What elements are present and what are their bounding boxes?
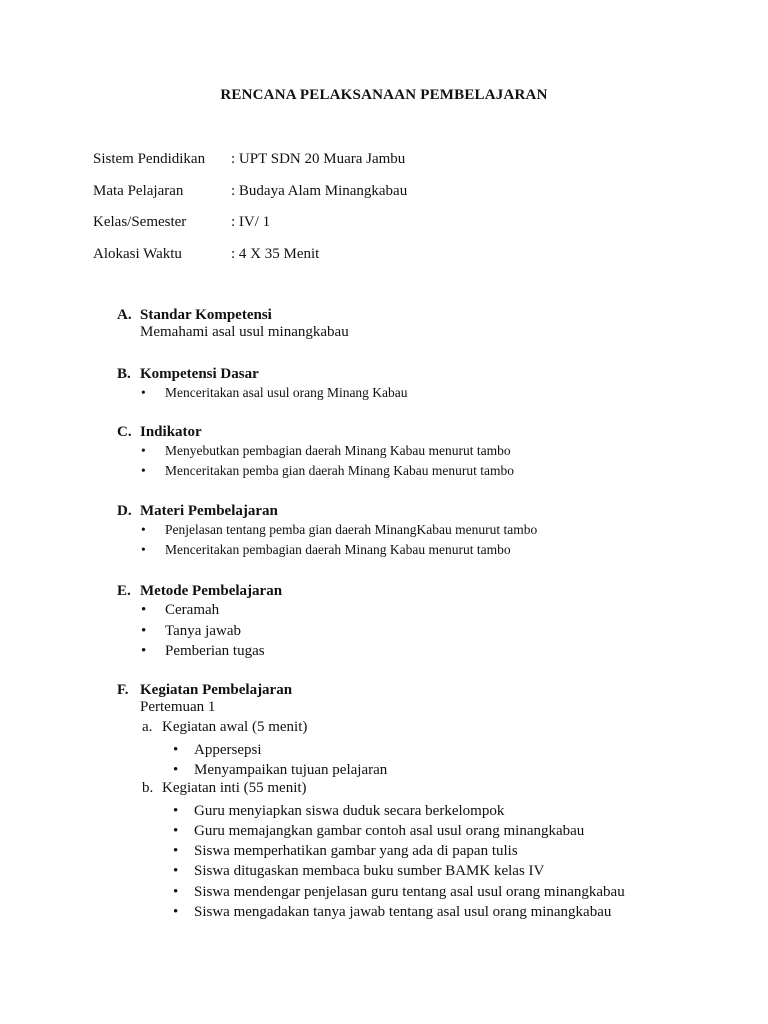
activity-heading [117,780,625,801]
list-item: • Pemberian tugas [117,641,282,662]
info-value: : IV/ 1 [231,214,271,230]
info-row-sistem [93,151,407,183]
info-label: Sistem Pendidikan [93,151,206,167]
list-item: • Menceritakan asal usul orang Minang Kabau [117,383,408,403]
activity-letter: b. [142,780,154,797]
info-value: : UPT SDN 20 Muara Jambu [231,151,406,167]
activity-title: Kegiatan awal (5 menit) [162,719,308,735]
list-item: • Siswa mengadakan tanya jawab tentang asal usul orang minangkabau [140,902,625,922]
section-text: Memahami asal usul minangkabau [140,324,349,340]
list-item: • Siswa ditugaskan membaca buku sumber BAMK kelas IV [140,861,625,881]
info-table [93,151,407,277]
bullet-list [117,600,282,662]
section-heading [117,307,349,324]
activity-inti [140,780,625,922]
section-letter: C. [117,424,132,440]
section-heading [117,503,537,520]
section-letter: F. [117,682,129,698]
section-heading [117,366,408,383]
section-title: Kegiatan Pembelajaran [140,682,293,698]
list-item: • Penjelasan tentang pemba gian daerah MinangKabau menurut tambo [117,520,537,540]
section-title: Kompetensi Dasar [140,366,259,382]
section-title: Standar Kompetensi [140,307,272,323]
section-materi [117,503,537,560]
activity-awal [140,719,625,780]
section-letter: E. [117,583,131,599]
document-title: RENCANA PELAKSANAAN PEMBELAJARAN [220,87,548,103]
section-title: Indikator [140,424,202,440]
list-item: • Menyampaikan tujuan pelajaran [140,760,625,780]
section-kegiatan [117,682,625,922]
bullet-list [117,441,514,481]
section-kompetensi-dasar [117,366,408,403]
list-item: • Guru memajangkan gambar contoh asal usul orang minangkabau [140,821,625,841]
list-item: • Menyebutkan pembagian daerah Minang Kabau menurut tambo [117,441,514,461]
info-label: Mata Pelajaran [93,182,184,199]
list-item: • Guru menyiapkan siswa duduk secara berkelompok [140,801,625,821]
info-value: : 4 X 35 Menit [231,245,320,262]
section-title: Metode Pembelajaran [140,583,283,599]
section-indikator [117,424,514,481]
activity-heading [117,719,625,740]
section-heading [117,682,625,699]
list-item: • Siswa mendengar penjelasan guru tentang asal usul orang minangkabau [140,882,625,902]
section-heading [117,583,282,600]
info-row-mapel [93,183,407,215]
activity-letter: a. [142,719,153,735]
section-standar-kompetensi [117,307,349,341]
activity-title: Kegiatan inti (55 menit) [162,780,307,797]
section-letter: A. [117,307,132,323]
section-letter: B. [117,366,131,382]
bullet-list [117,383,408,403]
list-item: • Appersepsi [140,740,625,760]
list-item: • Menceritakan pembagian daerah Minang Kabau menurut tambo [117,540,537,560]
list-item: • Siswa memperhatikan gambar yang ada di papan tulis [140,841,625,861]
info-label: Alokasi Waktu [93,245,182,262]
info-value: : Budaya Alam Minangkabau [231,182,408,199]
activity-list [140,801,625,923]
activity-list [140,740,625,781]
info-row-alokasi [93,246,407,278]
list-item: • Ceramah [117,600,282,621]
section-title: Materi Pembelajaran [140,503,278,519]
section-metode [117,583,282,662]
info-label: Kelas/Semester [93,214,187,230]
list-item: • Tanya jawab [117,621,282,642]
section-heading [117,424,514,441]
list-item: • Menceritakan pemba gian daerah Minang Kabau menurut tambo [117,461,514,481]
section-letter: D. [117,503,132,519]
info-row-kelas [93,214,407,246]
meeting-label: Pertemuan 1 [140,699,216,715]
bullet-list [117,520,537,560]
